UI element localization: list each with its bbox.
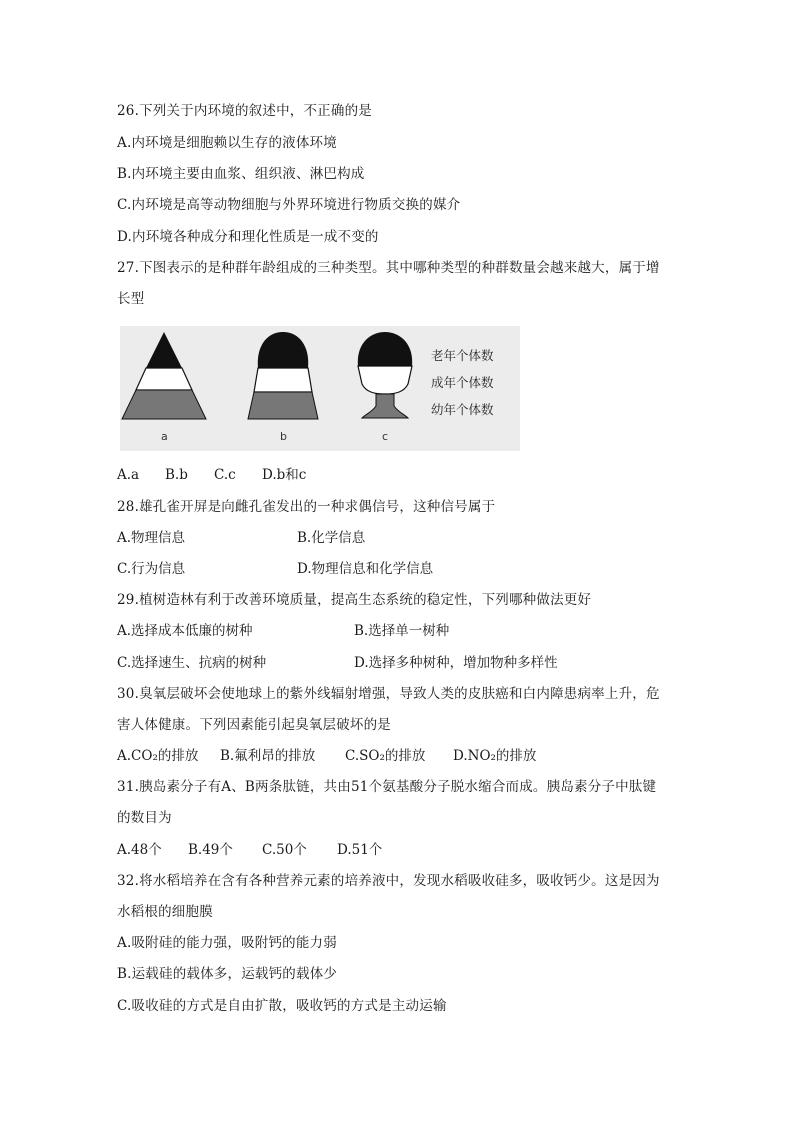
q26-option-d: D.内环境各种成分和理化性质是一成不变的 <box>117 229 379 245</box>
pyramid-c-old <box>358 332 412 366</box>
pyramid-a-young <box>122 390 206 419</box>
legend-adult: 成年个体数 <box>431 375 494 390</box>
q31-option-a: A.48个 <box>117 842 162 858</box>
pyramid-a <box>122 332 206 419</box>
q27-option-d: D.b和c <box>262 467 307 483</box>
q30-option-c: C.SO₂的排放 <box>345 748 426 764</box>
q32-option-b: B.运载硅的载体多，运载钙的载体少 <box>117 966 338 982</box>
q27-option-c: C.c <box>214 467 236 483</box>
pyramid-a-adult <box>136 368 192 390</box>
q26-option-c: C.内环境是高等动物细胞与外界环境进行物质交换的媒介 <box>117 197 461 213</box>
q29-option-b: B.选择单一树种 <box>354 623 450 639</box>
pyramid-a-label: a <box>161 430 168 443</box>
q31-option-c: C.50个 <box>262 842 307 858</box>
pyramid-a-old <box>146 332 182 368</box>
legend-old: 老年个体数 <box>431 348 494 363</box>
q28-option-a: A.物理信息 <box>117 530 186 546</box>
q28-option-d: D.物理信息和化学信息 <box>297 561 434 577</box>
pyramid-b-label: b <box>280 430 287 443</box>
q32-stem-line1: 32.将水稻培养在含有各种营养元素的培养液中，发现水稻吸收硅多，吸收钙少。这是因为 <box>117 873 660 889</box>
q30-stem-line2: 害人体健康。下列因素能引起臭氧层破坏的是 <box>117 717 391 733</box>
legend-young: 幼年个体数 <box>431 402 494 417</box>
pyramid-b-old <box>258 332 308 368</box>
q28-stem: 28.雄孔雀开屏是向雌孔雀发出的一种求偶信号，这种信号属于 <box>117 499 496 515</box>
pyramid-b-young <box>248 392 318 419</box>
q30-option-d: D.NO₂的排放 <box>453 748 537 764</box>
q29-option-d: D.选择多种树种，增加物种多样性 <box>354 655 558 671</box>
age-structure-figure <box>120 326 520 451</box>
q27-option-a: A.a <box>117 467 140 483</box>
q31-stem-line1: 31.胰岛素分子有A、B两条肽链，共由51个氨基酸分子脱水缩合而成。胰岛素分子中肽键 <box>117 779 657 795</box>
q26-option-b: B.内环境主要由血浆、组织液、淋巴构成 <box>117 166 365 182</box>
pyramid-c-adult <box>358 366 412 394</box>
q27-stem-line1: 27.下图表示的是种群年龄组成的三种类型。其中哪种类型的种群数量会越来越大，属于增 <box>117 260 660 276</box>
q27-option-b: B.b <box>165 467 188 483</box>
q28-option-c: C.行为信息 <box>117 561 186 577</box>
q31-stem-line2: 的数目为 <box>117 810 172 826</box>
pyramid-c-young <box>362 394 408 418</box>
q31-option-b: B.49个 <box>188 842 233 858</box>
q32-option-a: A.吸附硅的能力强，吸附钙的能力弱 <box>117 935 337 951</box>
q28-option-b: B.化学信息 <box>297 530 366 546</box>
q30-option-a: A.CO₂的排放 <box>117 748 199 764</box>
pyramid-b <box>248 332 318 419</box>
pyramid-c <box>358 332 412 418</box>
pyramid-c-label: c <box>382 430 389 443</box>
q30-stem-line1: 30.臭氧层破坏会使地球上的紫外线辐射增强，导致人类的皮肤癌和白内障患病率上升，危 <box>117 686 660 702</box>
q31-option-d: D.51个 <box>337 842 383 858</box>
pyramid-b-adult <box>254 368 312 392</box>
q32-stem-line2: 水稻根的细胞膜 <box>117 904 213 920</box>
q26-stem: 26.下列关于内环境的叙述中，不正确的是 <box>117 103 372 119</box>
q29-stem: 29.植树造林有利于改善环境质量，提高生态系统的稳定性，下列哪种做法更好 <box>117 592 592 608</box>
q26-option-a: A.内环境是细胞赖以生存的液体环境 <box>117 135 337 151</box>
q29-option-a: A.选择成本低廉的树种 <box>117 623 253 639</box>
q27-stem-line2: 长型 <box>117 291 145 307</box>
q32-option-c: C.吸收硅的方式是自由扩散，吸收钙的方式是主动运输 <box>117 998 447 1014</box>
q30-option-b: B.氟利昂的排放 <box>220 748 316 764</box>
q29-option-c: C.选择速生、抗病的树种 <box>117 655 267 671</box>
